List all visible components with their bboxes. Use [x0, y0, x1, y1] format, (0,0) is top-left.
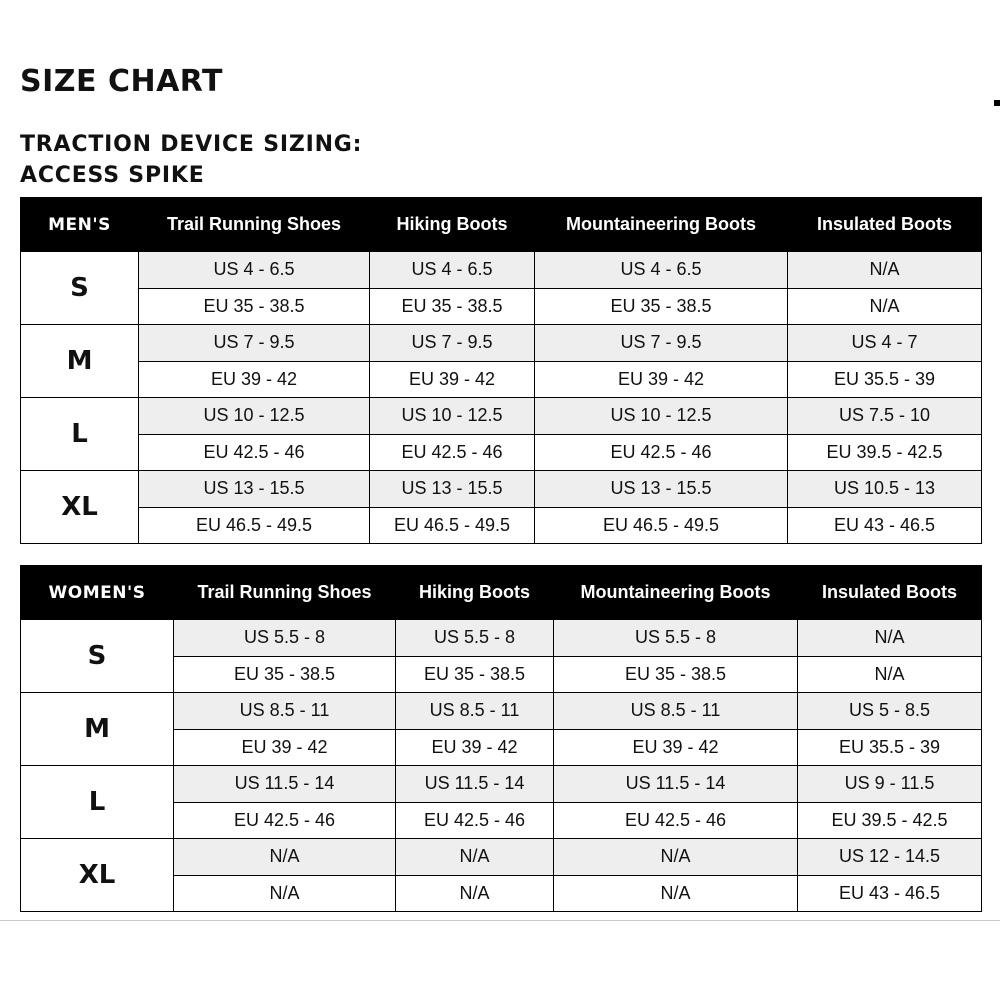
table-cell: US 10 - 12.5 [370, 398, 535, 435]
table-cell: US 11.5 - 14 [396, 766, 554, 803]
table-cell: US 13 - 15.5 [535, 471, 788, 508]
column-header-mountaineering-boots: Mountaineering Boots [554, 566, 798, 620]
table-cell: N/A [788, 252, 982, 289]
table-row-us [21, 252, 982, 289]
column-header-insulated-boots: Insulated Boots [798, 566, 982, 620]
table-cell: US 10 - 12.5 [139, 398, 370, 435]
table-cell: EU 39 - 42 [554, 729, 798, 766]
table-cell: US 4 - 6.5 [370, 252, 535, 289]
table-cell: US 8.5 - 11 [554, 693, 798, 730]
table-cell: EU 39 - 42 [396, 729, 554, 766]
column-header-hiking-boots: Hiking Boots [370, 198, 535, 252]
table-cell: EU 39.5 - 42.5 [788, 434, 982, 471]
table-cell: US 8.5 - 11 [396, 693, 554, 730]
table-cell: US 5.5 - 8 [396, 620, 554, 657]
table-cell: N/A [554, 875, 798, 912]
subtitle-product-name: ACCESS SPIKE [20, 163, 205, 188]
mens-header-row [21, 198, 982, 252]
column-header-trail-running-shoes: Trail Running Shoes [174, 566, 396, 620]
table-cell: N/A [798, 656, 982, 693]
table-cell: US 13 - 15.5 [139, 471, 370, 508]
table-cell: EU 46.5 - 49.5 [370, 507, 535, 544]
size-label-xl: XL [21, 471, 139, 544]
table-cell: US 4 - 7 [788, 325, 982, 362]
column-header-trail-running-shoes: Trail Running Shoes [139, 198, 370, 252]
table-cell: US 10 - 12.5 [535, 398, 788, 435]
column-header-mountaineering-boots: Mountaineering Boots [535, 198, 788, 252]
table-row-us [21, 325, 982, 362]
size-label-s: S [21, 620, 174, 693]
table-cell: EU 46.5 - 49.5 [139, 507, 370, 544]
table-cell: EU 35 - 38.5 [370, 288, 535, 325]
table-cell: N/A [174, 875, 396, 912]
table-cell: US 5 - 8.5 [798, 693, 982, 730]
womens-size-table [20, 565, 982, 912]
divider [0, 920, 1000, 921]
table-cell: US 7 - 9.5 [535, 325, 788, 362]
table-cell: EU 42.5 - 46 [396, 802, 554, 839]
table-cell: EU 35 - 38.5 [554, 656, 798, 693]
table-cell: US 4 - 6.5 [139, 252, 370, 289]
table-row-eu [21, 288, 982, 325]
table-cell: US 4 - 6.5 [535, 252, 788, 289]
table-cell: US 7 - 9.5 [370, 325, 535, 362]
edge-mark [994, 100, 1000, 106]
table-cell: N/A [174, 839, 396, 876]
table-cell: N/A [396, 875, 554, 912]
table-cell: US 11.5 - 14 [554, 766, 798, 803]
womens-label: WOMEN'S [21, 566, 174, 620]
table-cell: US 8.5 - 11 [174, 693, 396, 730]
table-cell: EU 39.5 - 42.5 [798, 802, 982, 839]
mens-size-table [20, 197, 982, 544]
table-cell: EU 35.5 - 39 [788, 361, 982, 398]
table-cell: EU 42.5 - 46 [139, 434, 370, 471]
table-row-us [21, 471, 982, 508]
column-header-hiking-boots: Hiking Boots [396, 566, 554, 620]
table-cell: EU 39 - 42 [174, 729, 396, 766]
size-label-m: M [21, 325, 139, 398]
table-cell: US 9 - 11.5 [798, 766, 982, 803]
table-cell: EU 39 - 42 [535, 361, 788, 398]
table-cell: EU 42.5 - 46 [370, 434, 535, 471]
table-row-us [21, 693, 982, 730]
subtitle-traction-device-sizing: TRACTION DEVICE SIZING: [20, 132, 363, 157]
table-cell: EU 35 - 38.5 [396, 656, 554, 693]
table-cell: EU 35.5 - 39 [798, 729, 982, 766]
table-cell: US 13 - 15.5 [370, 471, 535, 508]
table-cell: US 7 - 9.5 [139, 325, 370, 362]
table-cell: N/A [396, 839, 554, 876]
table-cell: N/A [788, 288, 982, 325]
table-cell: US 5.5 - 8 [554, 620, 798, 657]
mens-label: MEN'S [21, 198, 139, 252]
table-row-eu [21, 434, 982, 471]
column-header-insulated-boots: Insulated Boots [788, 198, 982, 252]
table-cell: EU 35 - 38.5 [535, 288, 788, 325]
size-label-xl: XL [21, 839, 174, 912]
table-cell: EU 42.5 - 46 [554, 802, 798, 839]
table-cell: EU 35 - 38.5 [139, 288, 370, 325]
table-row-us [21, 398, 982, 435]
table-cell: EU 39 - 42 [139, 361, 370, 398]
table-cell: US 12 - 14.5 [798, 839, 982, 876]
table-cell: EU 43 - 46.5 [788, 507, 982, 544]
table-row-us [21, 620, 982, 657]
size-label-m: M [21, 693, 174, 766]
table-row-us [21, 766, 982, 803]
table-cell: US 10.5 - 13 [788, 471, 982, 508]
page-title: SIZE CHART [20, 64, 224, 99]
table-cell: EU 42.5 - 46 [174, 802, 396, 839]
table-cell: EU 43 - 46.5 [798, 875, 982, 912]
table-cell: US 11.5 - 14 [174, 766, 396, 803]
table-cell: EU 42.5 - 46 [535, 434, 788, 471]
size-label-l: L [21, 766, 174, 839]
table-cell: N/A [554, 839, 798, 876]
table-cell: EU 46.5 - 49.5 [535, 507, 788, 544]
table-cell: EU 39 - 42 [370, 361, 535, 398]
table-cell: US 5.5 - 8 [174, 620, 396, 657]
womens-header-row [21, 566, 982, 620]
table-row-eu [21, 361, 982, 398]
table-cell: N/A [798, 620, 982, 657]
size-label-l: L [21, 398, 139, 471]
table-cell: EU 35 - 38.5 [174, 656, 396, 693]
table-row-us [21, 839, 982, 876]
table-row-eu [21, 507, 982, 544]
table-cell: US 7.5 - 10 [788, 398, 982, 435]
size-label-s: S [21, 252, 139, 325]
